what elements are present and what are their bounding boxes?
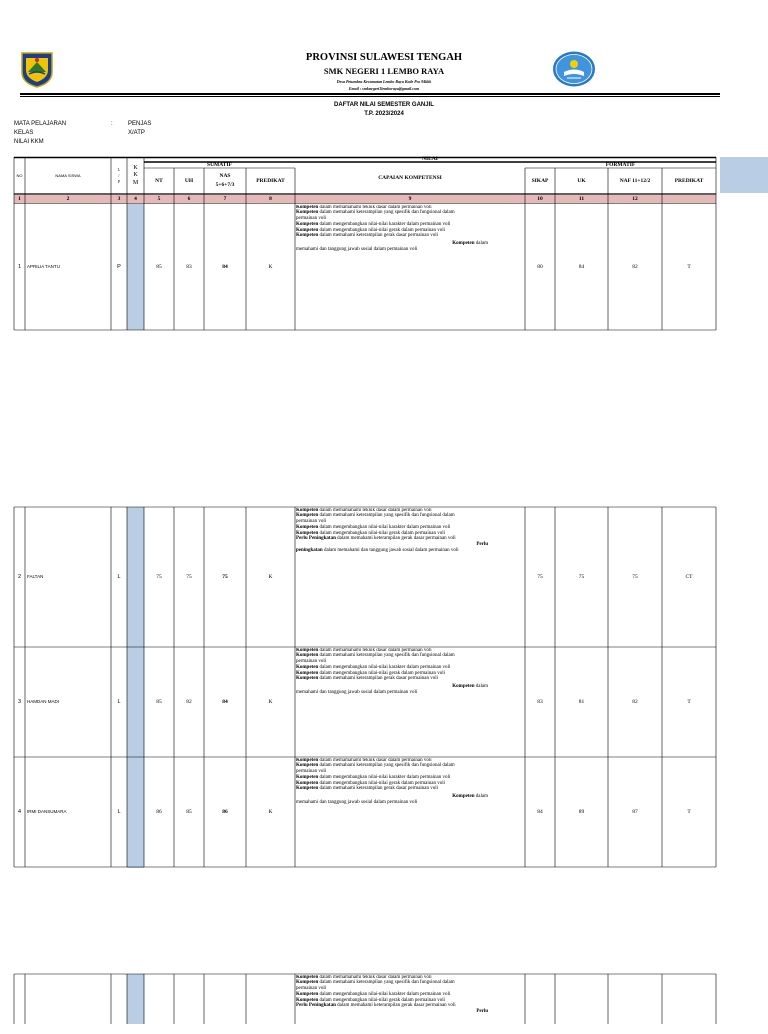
capaian-text: dalam memahami dan tanggung jawab sosial dalam permainan voli [322, 548, 459, 554]
col-kkm: K K M [132, 164, 139, 186]
capaian-status: Kompeten [296, 221, 319, 227]
capaian-status: Kompeten [296, 210, 319, 216]
capaian-text: permainan voli [296, 769, 327, 775]
group-sumatif: SUMATIF [207, 162, 232, 169]
score-uh: 82 [186, 698, 192, 705]
capaian-text: memahami dan tanggung jawab sosial dalam permainan voli [296, 800, 418, 806]
predikat-formatif: T [687, 808, 691, 815]
student-no: 3 [17, 698, 22, 705]
capaian-status: Kompeten [296, 647, 319, 653]
student-name: IRMI DANSUMARA [27, 809, 67, 815]
student-gender: L [117, 573, 121, 580]
capaian-status: Kompeten [296, 664, 319, 670]
academic-year: T.P. 2023/2024 [364, 111, 404, 117]
capaian-kompetensi [296, 648, 524, 757]
score-naf: 82 [632, 263, 638, 270]
capaian-status: Kompeten [296, 513, 319, 519]
predikat-sumatif: K [268, 573, 273, 580]
predikat-sumatif: K [268, 808, 273, 815]
subject-value: PENJAS [128, 121, 152, 127]
score-nt: 85 [156, 698, 162, 705]
score-sikap: 84 [537, 808, 543, 815]
capaian-line [296, 1009, 524, 1015]
score-nas: 84 [222, 263, 228, 270]
capaian-kompetensi [296, 975, 524, 1034]
school-name: SMK NEGERI 1 LEMBO RAYA [323, 66, 445, 76]
class-label: KELAS [14, 130, 34, 136]
score-naf [608, 1000, 662, 1008]
capaian-text: dalam memahami keterampilan yang spesifik dan fungsional dalam [318, 653, 455, 659]
capaian-text: dalam memahami keterampilan gerak dasar permainan voli [318, 786, 439, 792]
index-cell: 12 [632, 195, 638, 202]
predikat-formatif [662, 1000, 716, 1008]
score-uh [174, 1000, 204, 1008]
predikat-sumatif: K [268, 698, 273, 705]
capaian-status: Kompeten [296, 507, 319, 513]
score-nt: 86 [156, 808, 162, 815]
capaian-status: Kompeten [296, 524, 319, 530]
capaian-text: dalam memamahami teknik dasar dalam permainan voli [318, 647, 432, 653]
student-gender [111, 1000, 127, 1008]
list-title: DAFTAR NILAI SEMESTER GANJIL [334, 102, 434, 108]
capaian-status: Perlu [476, 1009, 488, 1015]
col-no: NO [16, 172, 23, 178]
capaian-status: Kompeten [296, 780, 319, 786]
capaian-text: dalam mengembangkan nilai-nilai karakter dalam permainan voli [318, 524, 451, 530]
score-uk: 81 [578, 698, 585, 705]
capaian-text: dalam mengembangkan nilai-nilai karakter dalam permainan voli [318, 774, 451, 780]
index-cell: 6 [187, 195, 191, 202]
capaian-status: Kompeten [296, 997, 319, 1003]
score-sikap: 83 [537, 698, 543, 705]
capaian-text: dalam mengembangkan nilai-nilai gerak dalam permainan voli [318, 670, 445, 676]
score-uh: 85 [186, 808, 192, 815]
col-naf: NAF 11+12/2 [619, 177, 651, 184]
student-name: FALTAN [27, 574, 44, 580]
capaian-text: permainan voli [296, 659, 327, 665]
col-nt: NT [155, 177, 163, 184]
predikat-formatif: T [687, 698, 691, 705]
capaian-status: Kompeten [452, 684, 475, 690]
index-cell: 8 [269, 195, 272, 202]
capaian-text: permainan voli [296, 519, 327, 525]
capaian-text: dalam memahami keterampilan yang spesifik dan fungsional dalam [318, 763, 455, 769]
predikat-formatif: T [687, 263, 691, 270]
capaian-text: dalam mengembangkan nilai-nilai gerak dalam permainan voli [318, 780, 445, 786]
capaian-status: Kompeten [296, 676, 319, 682]
capaian-status: Perlu Peningkatan [296, 1003, 336, 1009]
capaian-text: dalam memahami keterampilan gerak dasar permainan voli [335, 1003, 456, 1009]
col-sikap: SIKAP [531, 177, 549, 184]
capaian-text: dalam memahami keterampilan gerak dasar permainan voli [335, 536, 456, 542]
student-name [25, 1000, 113, 1008]
student-name: HAMDAN MADI [27, 699, 60, 705]
student-name: APRILIA TANTU [27, 264, 60, 270]
score-uh: 75 [186, 573, 192, 580]
student-no: 1 [17, 263, 22, 270]
capaian-text: dalam mengembangkan nilai-nilai karakter dalam permainan voli [318, 664, 451, 670]
predikat-sumatif: K [268, 263, 273, 270]
capaian-text: memahami dan tanggung jawab sosial dalam permainan voli [296, 690, 418, 696]
col-lp: L / P [117, 167, 121, 184]
capaian-status: Kompeten [296, 204, 319, 210]
subject-label: MATA PELAJARAN [14, 121, 67, 127]
index-cell [662, 195, 716, 203]
capaian-status: Kompeten [296, 233, 319, 239]
score-nas [204, 1000, 246, 1008]
col-uk: UK [577, 177, 586, 184]
capaian-text: dalam memahami keterampilan yang spesifik dan fungsional dalam [318, 980, 455, 986]
subject-colon: : [111, 121, 113, 127]
index-cell: 10 [537, 195, 543, 202]
capaian-status: Kompeten [452, 794, 475, 800]
capaian-status: Kompeten [296, 991, 319, 997]
student-no: 2 [17, 573, 22, 580]
score-uk: 84 [578, 263, 585, 270]
score-uk [555, 1000, 608, 1008]
school-email: Email : smknegeri1lemboraya@gmail.com [348, 86, 420, 91]
capaian-text: dalam mengembangkan nilai-nilai karakter dalam permainan voli [318, 991, 451, 997]
capaian-line [296, 548, 524, 554]
score-nas: 84 [222, 698, 228, 705]
capaian-text: dalam memahami keterampilan gerak dasar permainan voli [318, 233, 439, 239]
capaian-text: dalam mengembangkan nilai-nilai gerak dalam permainan voli [318, 997, 445, 1003]
student-no [14, 1000, 25, 1008]
capaian-text: dalam memamahami teknik dasar dalam permainan voli [318, 757, 432, 763]
capaian-status: Perlu Peningkatan [296, 536, 336, 542]
student-gender: L [117, 808, 121, 815]
col-capaian: CAPAIAN KOMPETENSI [378, 175, 442, 182]
capaian-text: dalam memamahami teknik dasar dalam permainan voli [318, 204, 432, 210]
index-cell: 7 [223, 195, 227, 202]
kkm-label: NILAI KKM [14, 139, 44, 145]
score-sikap: 80 [537, 263, 543, 270]
capaian-status: Kompeten [296, 774, 319, 780]
capaian-kompetensi [296, 508, 524, 647]
capaian-status: Kompeten [296, 763, 319, 769]
capaian-text: dalam [474, 794, 488, 800]
predikat-formatif: CT [685, 573, 693, 580]
class-value: X/ATP [128, 130, 145, 136]
score-nas: 86 [222, 808, 228, 815]
score-sikap: 75 [537, 573, 543, 580]
score-naf: 82 [632, 698, 638, 705]
capaian-status: Kompeten [296, 530, 319, 536]
col-predikat: PREDIKAT [256, 177, 285, 184]
capaian-status: Kompeten [296, 670, 319, 676]
score-uh: 83 [186, 263, 192, 270]
index-cell: 11 [578, 195, 585, 202]
student-no: 4 [17, 808, 22, 815]
index-cell: 1 [18, 195, 21, 202]
capaian-status: Kompeten [296, 757, 319, 763]
col-predikat2: PREDIKAT [674, 177, 704, 184]
score-nt [144, 1000, 174, 1008]
capaian-status: Kompeten [452, 241, 475, 247]
capaian-text: dalam mengembangkan nilai-nilai karakter dalam permainan voli [318, 221, 451, 227]
capaian-status: Kompeten [296, 974, 319, 980]
capaian-line [296, 800, 524, 806]
capaian-text: dalam memamahami teknik dasar dalam permainan voli [318, 974, 432, 980]
capaian-text: dalam memahami keterampilan gerak dasar permainan voli [318, 676, 439, 682]
capaian-text: dalam mengembangkan nilai-nilai gerak dalam permainan voli [318, 227, 445, 233]
capaian-line [296, 247, 524, 253]
capaian-text: permainan voli [296, 986, 327, 992]
group-nilai: NILAI [422, 156, 438, 163]
index-cell: 4 [134, 195, 137, 202]
score-naf: 87 [632, 808, 638, 815]
capaian-status: Kompeten [296, 227, 319, 233]
capaian-text: dalam memahami keterampilan yang spesifik dan fungsional dalam [318, 210, 455, 216]
index-cell: 2 [66, 195, 70, 202]
capaian-text: permainan voli [296, 216, 327, 222]
score-sikap [525, 1000, 555, 1008]
capaian-text: dalam memahami keterampilan yang spesifik dan fungsional dalam [318, 513, 455, 519]
capaian-kompetensi [296, 205, 524, 330]
score-nas: 75 [222, 573, 228, 580]
score-naf: 75 [632, 573, 638, 580]
province-title: PROVINSI SULAWESI TENGAH [305, 52, 463, 63]
score-nt: 85 [156, 263, 162, 270]
capaian-text: dalam mengembangkan nilai-nilai gerak dalam permainan voli [318, 530, 445, 536]
capaian-text: memahami dan tanggung jawab sosial dalam permainan voli [296, 247, 418, 253]
capaian-line [296, 690, 524, 696]
student-gender: P [117, 263, 121, 270]
score-uk: 89 [578, 808, 585, 815]
col-nas: NAS 5+6+7/3 [215, 173, 235, 188]
col-uh: UH [184, 177, 194, 184]
capaian-kompetensi [296, 758, 524, 867]
capaian-text: dalam [474, 241, 488, 247]
school-address: Desa Petumbea Kecamatan Lembo Raya Kode Pos 94kkk [336, 79, 432, 84]
capaian-status: peningkatan [296, 548, 323, 554]
capaian-text: dalam [474, 684, 488, 690]
capaian-status: Kompeten [296, 786, 319, 792]
index-cell: 9 [408, 195, 412, 202]
index-cell: 3 [117, 195, 121, 202]
col-nama: NAMA SISWA [55, 172, 81, 178]
student-gender: L [117, 698, 121, 705]
predikat-sumatif [246, 1000, 295, 1008]
capaian-status: Perlu [476, 542, 488, 548]
capaian-status: Kompeten [296, 653, 319, 659]
capaian-text: dalam memamahami teknik dasar dalam permainan voli [318, 507, 432, 513]
index-cell: 5 [157, 195, 161, 202]
score-uk: 75 [578, 573, 585, 580]
group-formatif: FORMATIF [605, 162, 636, 169]
capaian-status: Kompeten [296, 980, 319, 986]
score-nt: 75 [156, 573, 162, 580]
